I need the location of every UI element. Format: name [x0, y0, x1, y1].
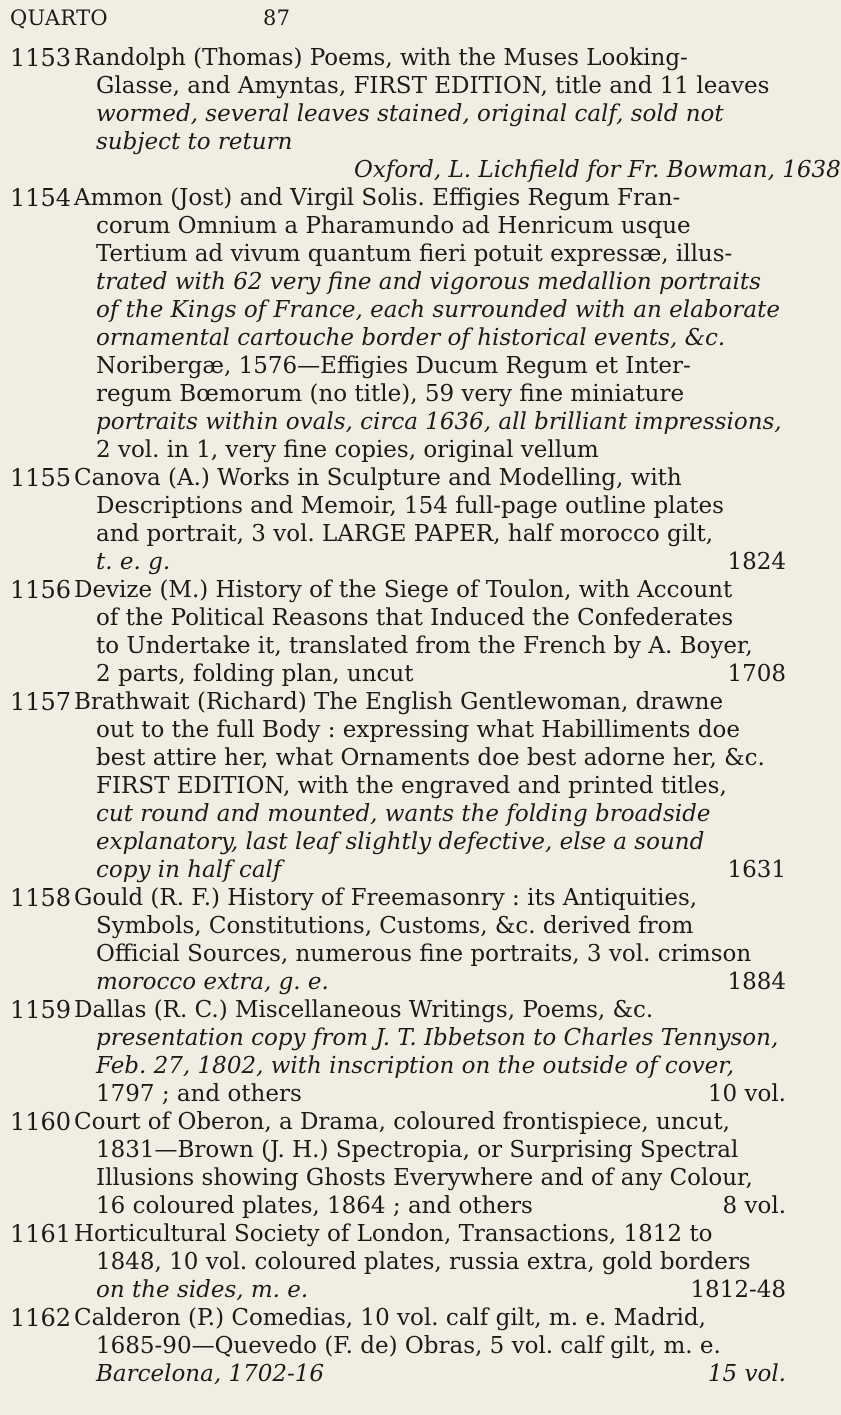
entry-line: Horticultural Society of London, Transactions, 1812 to	[74, 1221, 713, 1247]
lot-entry-1160	[0, 1108, 800, 1220]
entry-line: Noribergæ, 1576—Effigies Ducum Regum et Inter-	[96, 353, 691, 379]
entry-line-left: morocco extra, g. e.	[96, 969, 329, 995]
entry-last-line	[74, 660, 786, 688]
lot-description	[74, 464, 786, 576]
running-head: QUARTO	[10, 6, 108, 30]
entry-date: 1812-48	[690, 1277, 786, 1303]
entry-line: best attire her, what Ornaments doe best adorne her, &c.	[96, 745, 765, 771]
entry-line: 1685-90—Quevedo (F. de) Obras, 5 vol. calf gilt, m. e.	[96, 1333, 721, 1359]
entry-line: 1831—Brown (J. H.) Spectropia, or Surprising Spectral	[96, 1137, 739, 1163]
entry-line: Brathwait (Richard) The English Gentlewoman, drawne	[74, 689, 724, 715]
entry-line: Official Sources, numerous fine portraits, 3 vol. crimson	[96, 941, 752, 967]
entry-line: cut round and mounted, wants the folding broadside	[96, 801, 711, 827]
catalogue-entries	[0, 44, 841, 1388]
entry-date: 1708	[727, 661, 786, 687]
lot-entry-1159	[0, 996, 800, 1108]
lot-number: 1157	[10, 688, 72, 716]
entry-line: regum Bœmorum (no title), 59 very fine miniature	[96, 381, 685, 407]
page-header	[10, 6, 370, 30]
entry-line: Tertium ad vivum quantum fieri potuit expressæ, illus-	[96, 241, 733, 267]
entry-line: Dallas (R. C.) Miscellaneous Writings, Poems, &c.	[74, 997, 654, 1023]
entry-line: Glasse, and Amyntas, FIRST EDITION, title and 11 leaves	[96, 73, 770, 99]
entry-date: 1824	[727, 549, 786, 575]
entry-line: Descriptions and Memoir, 154 full-page outline plates	[96, 493, 724, 519]
entry-line: Canova (A.) Works in Sculpture and Modelling, with	[74, 465, 682, 491]
entry-line: to Undertake it, translated from the French by A. Boyer,	[96, 633, 753, 659]
entry-line: Feb. 27, 1802, with inscription on the outside of cover,	[96, 1053, 735, 1079]
entry-line: of the Kings of France, each surrounded with an elaborate	[96, 297, 780, 323]
lot-number: 1162	[10, 1304, 72, 1332]
entry-date: 1631	[727, 857, 786, 883]
entry-line: Ammon (Jost) and Virgil Solis. Effigies Regum Fran-	[74, 185, 681, 211]
entry-line: Symbols, Constitutions, Customs, &c. derived from	[96, 913, 694, 939]
lot-description	[74, 1108, 786, 1220]
entry-line: wormed, several leaves stained, original calf, sold not	[96, 101, 724, 127]
entry-date: 1884	[727, 969, 786, 995]
entry-line: portraits within ovals, circa 1636, all brilliant impressions,	[96, 409, 782, 435]
entry-line: Gould (R. F.) History of Freemasonry : its Antiquities,	[74, 885, 698, 911]
entry-line-left: Barcelona, 1702-16	[96, 1361, 325, 1387]
entry-line-left: on the sides, m. e.	[96, 1277, 309, 1303]
entry-last-line	[74, 1276, 786, 1304]
lot-number: 1155	[10, 464, 72, 492]
lot-entry-1155	[0, 464, 800, 576]
lot-entry-1156	[0, 576, 800, 688]
lot-number: 1160	[10, 1108, 72, 1136]
lot-entry-1158	[0, 884, 800, 996]
lot-entry-1157	[0, 688, 800, 884]
entry-line: Court of Oberon, a Drama, coloured frontispiece, uncut,	[74, 1109, 730, 1135]
entry-line: 2 vol. in 1, very fine copies, original vellum	[96, 437, 599, 463]
entry-volumes: 15 vol.	[707, 1361, 786, 1387]
entry-line: Calderon (P.) Comedias, 10 vol. calf gilt, m. e. Madrid,	[74, 1305, 706, 1331]
entry-line: out to the full Body : expressing what Habilliments doe	[96, 717, 740, 743]
entry-line-left: copy in half calf	[96, 857, 282, 883]
entry-imprint: Oxford, L. Lichfield for Fr. Bowman, 1638	[354, 157, 841, 183]
entry-line: of the Political Reasons that Induced the Confederates	[96, 605, 734, 631]
entry-line: and portrait, 3 vol. LARGE PAPER, half morocco gilt,	[96, 521, 714, 547]
lot-entry-1162	[0, 1304, 800, 1388]
entry-line: trated with 62 very fine and vigorous medallion portraits	[96, 269, 761, 295]
lot-description	[74, 1220, 786, 1304]
lot-description	[74, 44, 841, 184]
lot-description	[74, 996, 786, 1108]
entry-line: Devize (M.) History of the Siege of Toulon, with Account	[74, 577, 733, 603]
lot-number: 1158	[10, 884, 72, 912]
entry-line-left: t. e. g.	[96, 549, 171, 575]
entry-line: Illusions showing Ghosts Everywhere and of any Colour,	[96, 1165, 753, 1191]
lot-description	[74, 884, 786, 996]
entry-line: 1848, 10 vol. coloured plates, russia extra, gold borders	[96, 1249, 751, 1275]
entry-line-left: 1797 ; and others	[96, 1081, 302, 1107]
lot-number: 1159	[10, 996, 72, 1024]
entry-line: FIRST EDITION, with the engraved and printed titles,	[96, 773, 727, 799]
entry-last-line	[74, 968, 786, 996]
lot-number: 1153	[10, 44, 72, 72]
entry-last-line	[74, 1192, 786, 1220]
entry-line: Randolph (Thomas) Poems, with the Muses Looking-	[74, 45, 688, 71]
lot-description	[74, 1304, 786, 1388]
entry-line: presentation copy from J. T. Ibbetson to Charles Tennyson,	[96, 1025, 779, 1051]
entry-volumes: 8 vol.	[722, 1193, 786, 1219]
entry-volumes: 10 vol.	[707, 1081, 786, 1107]
lot-entry-1161	[0, 1220, 800, 1304]
lot-description	[74, 184, 786, 464]
lot-number: 1156	[10, 576, 72, 604]
entry-line: ornamental cartouche border of historical events, &c.	[96, 325, 726, 351]
entry-last-line	[74, 856, 786, 884]
page-number: 87	[263, 6, 291, 30]
lot-entry-1154	[0, 184, 800, 464]
entry-line: corum Omnium a Pharamundo ad Henricum usque	[96, 213, 691, 239]
entry-line-left: 2 parts, folding plan, uncut	[96, 661, 414, 687]
lot-number: 1154	[10, 184, 72, 212]
lot-entry-1153	[0, 44, 841, 184]
lot-description	[74, 576, 786, 688]
entry-last-line	[74, 1360, 786, 1388]
lot-number: 1161	[10, 1220, 72, 1248]
entry-last-line	[74, 1080, 786, 1108]
entry-line: subject to return	[96, 129, 293, 155]
entry-last-line	[74, 548, 786, 576]
lot-description	[74, 688, 786, 884]
entry-line: explanatory, last leaf slightly defective, else a sound	[96, 829, 705, 855]
entry-line-left: 16 coloured plates, 1864 ; and others	[96, 1193, 533, 1219]
